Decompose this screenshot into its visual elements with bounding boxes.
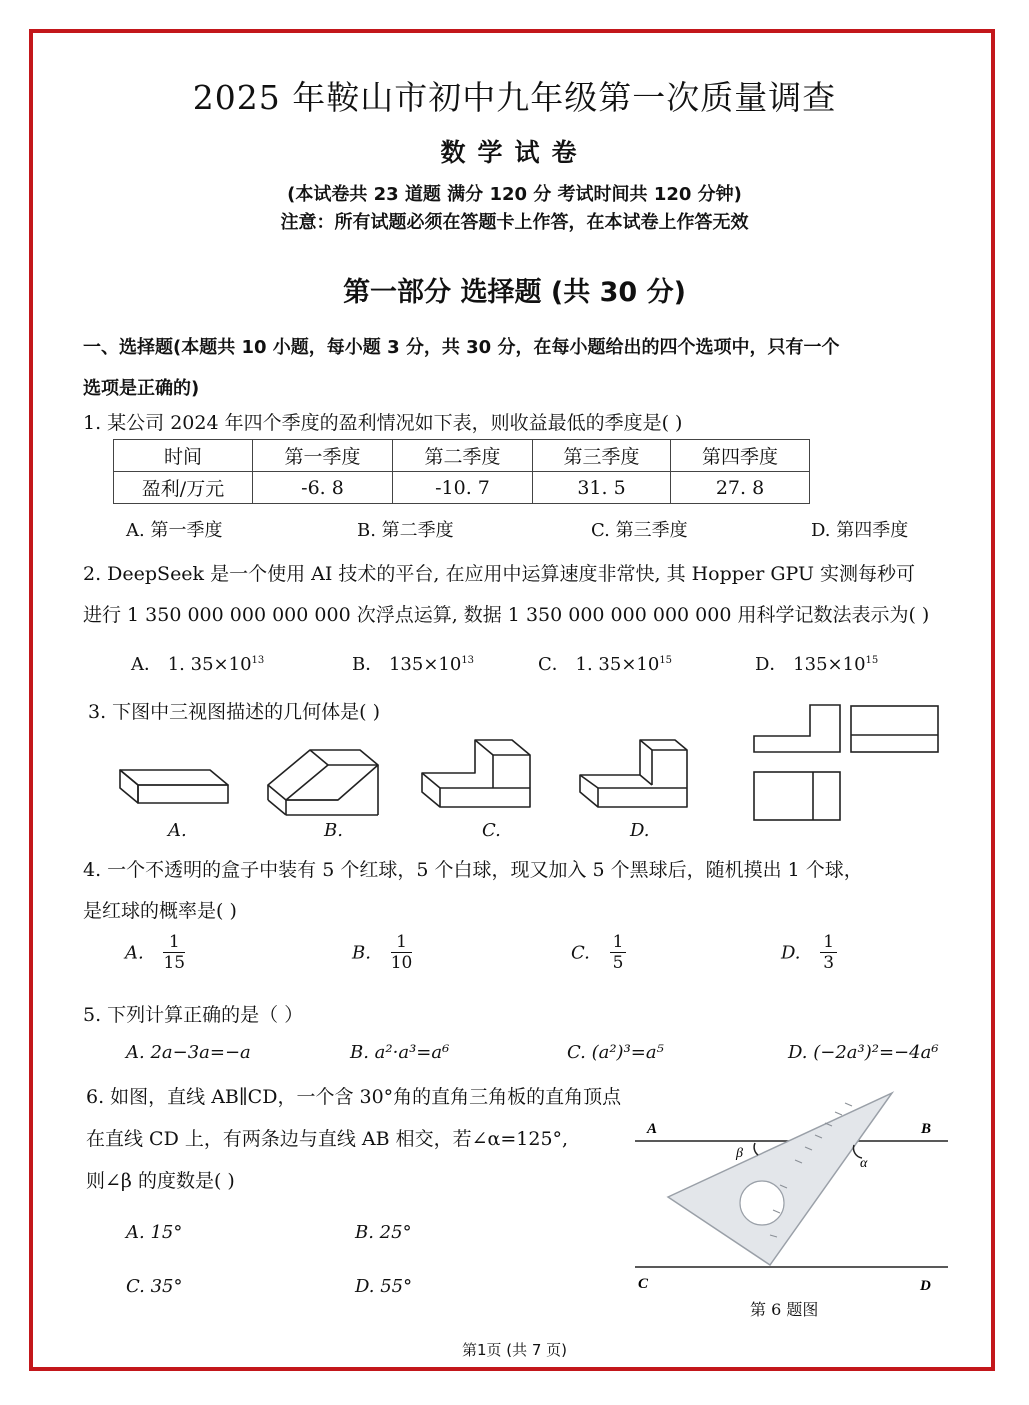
label-alpha: α xyxy=(860,1156,868,1171)
exam-info: (本试卷共 23 道题 满分 120 分 考试时间共 120 分钟) xyxy=(287,184,742,205)
q6-option-b[interactable]: B. 25° xyxy=(355,1222,412,1243)
q4-option-d[interactable]: D. $\frac{1}{3}$ xyxy=(781,932,837,974)
table-header-row xyxy=(114,440,810,472)
q2-option-b[interactable]: B． $135\times 10^{13}$ xyxy=(352,654,475,675)
solid-label-d[interactable]: D. xyxy=(630,820,650,841)
q2-option-c[interactable]: C． 1. $35\times 10^{15}$ xyxy=(538,654,673,675)
q1-option-b[interactable]: B. 第二季度 xyxy=(357,520,454,541)
question-5-stem: 5. 下列计算正确的是（ ） xyxy=(83,1004,304,1026)
section-heading: 一、选择题(本题共 10 小题，每小题 3 分，共 30 分，在每小题给出的四个选项中，只有一个 xyxy=(83,337,840,358)
question-1-stem: 1. 某公司 2024 年四个季度的盈利情况如下表，则收益最低的季度是( ) xyxy=(83,412,683,434)
table-cell: 27. 8 xyxy=(671,472,810,504)
section-heading-cont: 选项是正确的) xyxy=(83,378,200,399)
question-2-line2: 进行 1 350 000 000 000 000 次浮点运算, 数据 1 350 000 000 000 000 用科学记数法表示为( ) xyxy=(83,604,930,626)
solid-d xyxy=(580,740,687,807)
q4-option-c[interactable]: C. $\frac{1}{5}$ xyxy=(571,932,626,974)
label-c: C xyxy=(638,1276,649,1292)
three-views-figure xyxy=(748,700,948,825)
solid-a xyxy=(120,770,228,803)
table-header-cell: 第四季度 xyxy=(671,440,810,472)
q2-option-a[interactable]: A． 1. $35\times 10^{13}$ xyxy=(131,654,265,675)
top-view xyxy=(754,772,840,820)
table-row xyxy=(114,472,810,504)
q1-option-a[interactable]: A. 第一季度 xyxy=(126,520,223,541)
table-header-cell: 时间 xyxy=(114,440,253,472)
solid-label-c[interactable]: C. xyxy=(482,820,501,841)
table-header-cell: 第一季度 xyxy=(253,440,393,472)
q5-option-a[interactable]: A. 2a−3a=−a xyxy=(126,1042,251,1063)
q4-option-b[interactable]: B. $\frac{1}{10}$ xyxy=(352,932,413,974)
table-cell: -6. 8 xyxy=(253,472,393,504)
question-3-stem: 3. 下图中三视图描述的几何体是( ) xyxy=(88,701,381,723)
solid-label-b[interactable]: B. xyxy=(324,820,343,841)
q6-option-a[interactable]: A. 15° xyxy=(126,1222,183,1243)
q6-option-d[interactable]: D. 55° xyxy=(355,1276,413,1297)
page-number: 第1页 (共 7 页) xyxy=(461,1341,568,1359)
label-beta: β xyxy=(736,1146,743,1161)
exam-notice: 注意：所有试题必须在答题卡上作答，在本试卷上作答无效 xyxy=(280,212,749,233)
set-square-hole xyxy=(740,1181,784,1225)
question-2-line1: 2. DeepSeek 是一个使用 AI 技术的平台, 在应用中运算速度非常快, 其 Hopper GPU 实测每秒可 xyxy=(83,563,915,585)
q4-option-a[interactable]: A. $\frac{1}{15}$ xyxy=(125,932,186,974)
part-title: 第一部分 选择题 (共 30 分) xyxy=(343,277,686,308)
q3-solids-figure xyxy=(110,735,740,820)
question-4-line1: 4. 一个不透明的盒子中装有 5 个红球，5 个白球，现又加入 5 个黑球后，随机摸出 1 个球， xyxy=(83,859,863,881)
table-header-cell: 第二季度 xyxy=(393,440,533,472)
solid-b xyxy=(268,750,378,815)
exam-title: 2025 年鞍山市初中九年级第一次质量调查 xyxy=(192,78,837,117)
set-square xyxy=(668,1093,892,1265)
q5-option-b[interactable]: B. a²·a³=a⁶ xyxy=(350,1042,450,1063)
question-6-line3: 则∠β 的度数是( ) xyxy=(86,1170,235,1192)
q5-option-d[interactable]: D. (−2a³)²=−4a⁶ xyxy=(788,1042,939,1063)
label-d: D xyxy=(920,1278,931,1294)
question-6-line2: 在直线 CD 上，有两条边与直线 AB 相交，若∠α=125°, xyxy=(86,1128,569,1150)
label-a: A xyxy=(647,1121,658,1137)
table-cell: 盈利/万元 xyxy=(114,472,253,504)
q6-option-c[interactable]: C. 35° xyxy=(126,1276,183,1297)
label-b: B xyxy=(921,1121,932,1137)
profit-table xyxy=(113,439,810,504)
q1-option-c[interactable]: C. 第三季度 xyxy=(591,520,688,541)
q5-option-c[interactable]: C. (a²)³=a⁵ xyxy=(567,1042,664,1063)
solid-c xyxy=(422,740,530,807)
q1-option-d[interactable]: D. 第四季度 xyxy=(811,520,909,541)
table-cell: 31. 5 xyxy=(533,472,671,504)
exam-subtitle: 数学试卷 xyxy=(440,138,589,167)
question-6-line1: 6. 如图，直线 AB∥CD，一个含 30°角的直角三角板的直角顶点 xyxy=(86,1086,622,1108)
side-view xyxy=(851,706,938,752)
table-header-cell: 第三季度 xyxy=(533,440,671,472)
q2-option-d[interactable]: D． $135\times 10^{15}$ xyxy=(755,654,879,675)
q6-figure xyxy=(630,1085,955,1300)
question-4-line2: 是红球的概率是( ) xyxy=(83,900,237,922)
table-cell: -10. 7 xyxy=(393,472,533,504)
front-view xyxy=(754,705,840,752)
solid-label-a[interactable]: A. xyxy=(168,820,187,841)
figure-6-caption: 第 6 题图 xyxy=(750,1300,819,1319)
